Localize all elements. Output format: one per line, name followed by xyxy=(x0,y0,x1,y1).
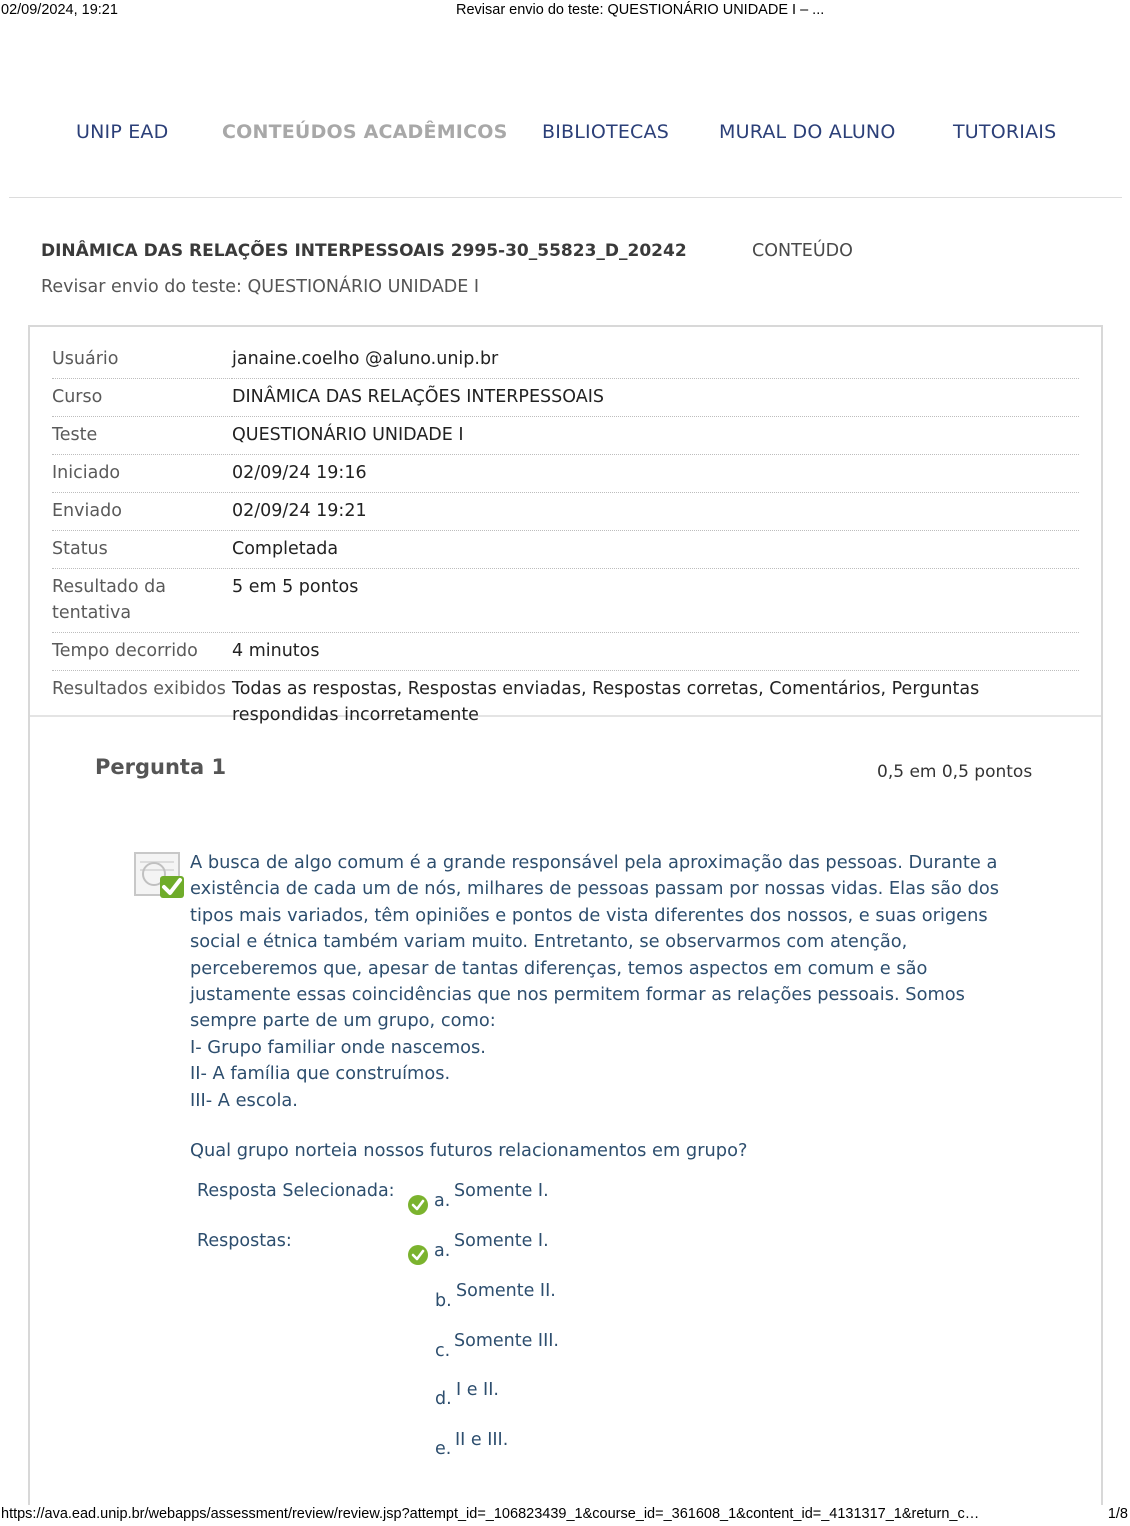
nav-unip-ead[interactable]: UNIP EAD xyxy=(76,121,169,143)
correct-question-icon xyxy=(134,850,186,900)
info-label: Tempo decorrido xyxy=(52,633,232,671)
info-row xyxy=(52,341,1079,379)
info-row xyxy=(52,493,1079,531)
info-label: Usuário xyxy=(52,341,232,379)
info-value: 5 em 5 pontos xyxy=(232,569,1079,633)
info-label: Resultado da tentativa xyxy=(52,569,232,633)
info-row xyxy=(52,569,1079,633)
info-label: Curso xyxy=(52,379,232,417)
attempt-info-table xyxy=(52,341,1079,734)
answer-letter: d. xyxy=(435,1389,452,1409)
info-value: Todas as respostas, Respostas enviadas, Respostas corretas, Comentários, Perguntas respondidas incorretamente xyxy=(232,679,980,725)
nav-tutoriais[interactable]: TUTORIAIS xyxy=(953,121,1057,143)
info-value: 02/09/24 19:16 xyxy=(232,455,1079,493)
question-title: Pergunta 1 xyxy=(95,755,227,779)
info-row xyxy=(52,633,1079,671)
content-link[interactable]: CONTEÚDO xyxy=(752,241,853,261)
answer-letter: b. xyxy=(435,1291,452,1311)
answer-text: Somente III. xyxy=(454,1331,559,1351)
question-text xyxy=(190,850,1000,1114)
answer-letter: e. xyxy=(435,1439,452,1459)
nav-bibliotecas[interactable]: BIBLIOTECAS xyxy=(542,121,669,143)
selected-answer-letter: a. xyxy=(434,1191,451,1211)
info-row xyxy=(52,417,1079,455)
question-items xyxy=(190,1035,1000,1114)
info-value: janaine.coelho @aluno.unip.br xyxy=(232,341,1079,379)
question-prompt: Qual grupo norteia nossos futuros relacionamentos em grupo? xyxy=(190,1140,748,1161)
info-value: QUESTIONÁRIO UNIDADE I xyxy=(232,417,1079,455)
print-footer xyxy=(0,1504,1130,1526)
selected-answer-label: Resposta Selecionada: xyxy=(197,1181,395,1201)
info-row xyxy=(52,379,1079,417)
answer-letter: a. xyxy=(434,1241,451,1261)
top-navigation xyxy=(0,121,1130,151)
question-item: I- Grupo familiar onde nascemos. xyxy=(190,1036,486,1058)
correct-check-icon xyxy=(408,1195,428,1215)
correct-check-icon xyxy=(408,1245,428,1265)
selected-answer-text: Somente I. xyxy=(454,1181,549,1201)
question-item: II- A família que construímos. xyxy=(190,1063,451,1085)
attempt-info-box xyxy=(30,327,1101,725)
print-header xyxy=(0,2,1130,22)
info-row xyxy=(52,455,1079,493)
question-points: 0,5 em 0,5 pontos xyxy=(877,762,1033,782)
nav-mural-do-aluno[interactable]: MURAL DO ALUNO xyxy=(719,121,896,143)
question-body: A busca de algo comum é a grande responsável pela aproximação das pessoas. Durante a existência de cada um de nós, milhares de pessoas passam por nossas vidas. Elas são dos tipos mais variados, têm opiniões e pontos de vista diferentes dos nossos, e suas origens social e étnica também variam muito. Entretanto, se observarmos com atenção, perceberemos que, apesar de tantas diferenças, temos aspectos em comum e são justamente essas coincidências que nos permitem formar as relações pessoais. Somos sempre parte de um grupo, como: xyxy=(190,852,1000,1032)
print-title: Revisar envio do teste: QUESTIONÁRIO UNIDADE I – ... xyxy=(456,2,825,18)
info-row xyxy=(52,531,1079,569)
answer-text: Somente II. xyxy=(456,1281,556,1301)
answer-text: II e III. xyxy=(455,1430,509,1450)
info-value: 02/09/24 19:21 xyxy=(232,493,1079,531)
info-label: Teste xyxy=(52,417,232,455)
info-value: 4 minutos xyxy=(232,633,1079,671)
answer-text: I e II. xyxy=(456,1380,499,1400)
info-value: DINÂMICA DAS RELAÇÕES INTERPESSOAIS xyxy=(232,379,1079,417)
print-page-number: 1/8 xyxy=(1107,1506,1128,1522)
course-title[interactable]: DINÂMICA DAS RELAÇÕES INTERPESSOAIS 2995-30_55823_D_20242 xyxy=(41,241,687,261)
info-label: Resultados exibidos xyxy=(52,679,226,699)
info-value: Completada xyxy=(232,531,1079,569)
print-url: https://ava.ead.unip.br/webapps/assessment/review/review.jsp?attempt_id=_106823439_1&course_id=_361608_1&content_id=_4131317_1&return_c… xyxy=(1,1506,980,1522)
info-label: Iniciado xyxy=(52,455,232,493)
info-label: Status xyxy=(52,531,232,569)
answer-letter: c. xyxy=(435,1341,451,1361)
nav-divider xyxy=(9,197,1122,198)
print-date: 02/09/2024, 19:21 xyxy=(1,2,118,18)
question-item: III- A escola. xyxy=(190,1089,298,1111)
info-label: Enviado xyxy=(52,493,232,531)
answer-text: Somente I. xyxy=(454,1231,549,1251)
nav-conteudos-academicos[interactable]: CONTEÚDOS ACADÊMICOS xyxy=(222,121,508,143)
info-row xyxy=(52,671,1079,735)
answers-label: Respostas: xyxy=(197,1231,292,1251)
breadcrumb: Revisar envio do teste: QUESTIONÁRIO UNIDADE I xyxy=(41,277,480,297)
